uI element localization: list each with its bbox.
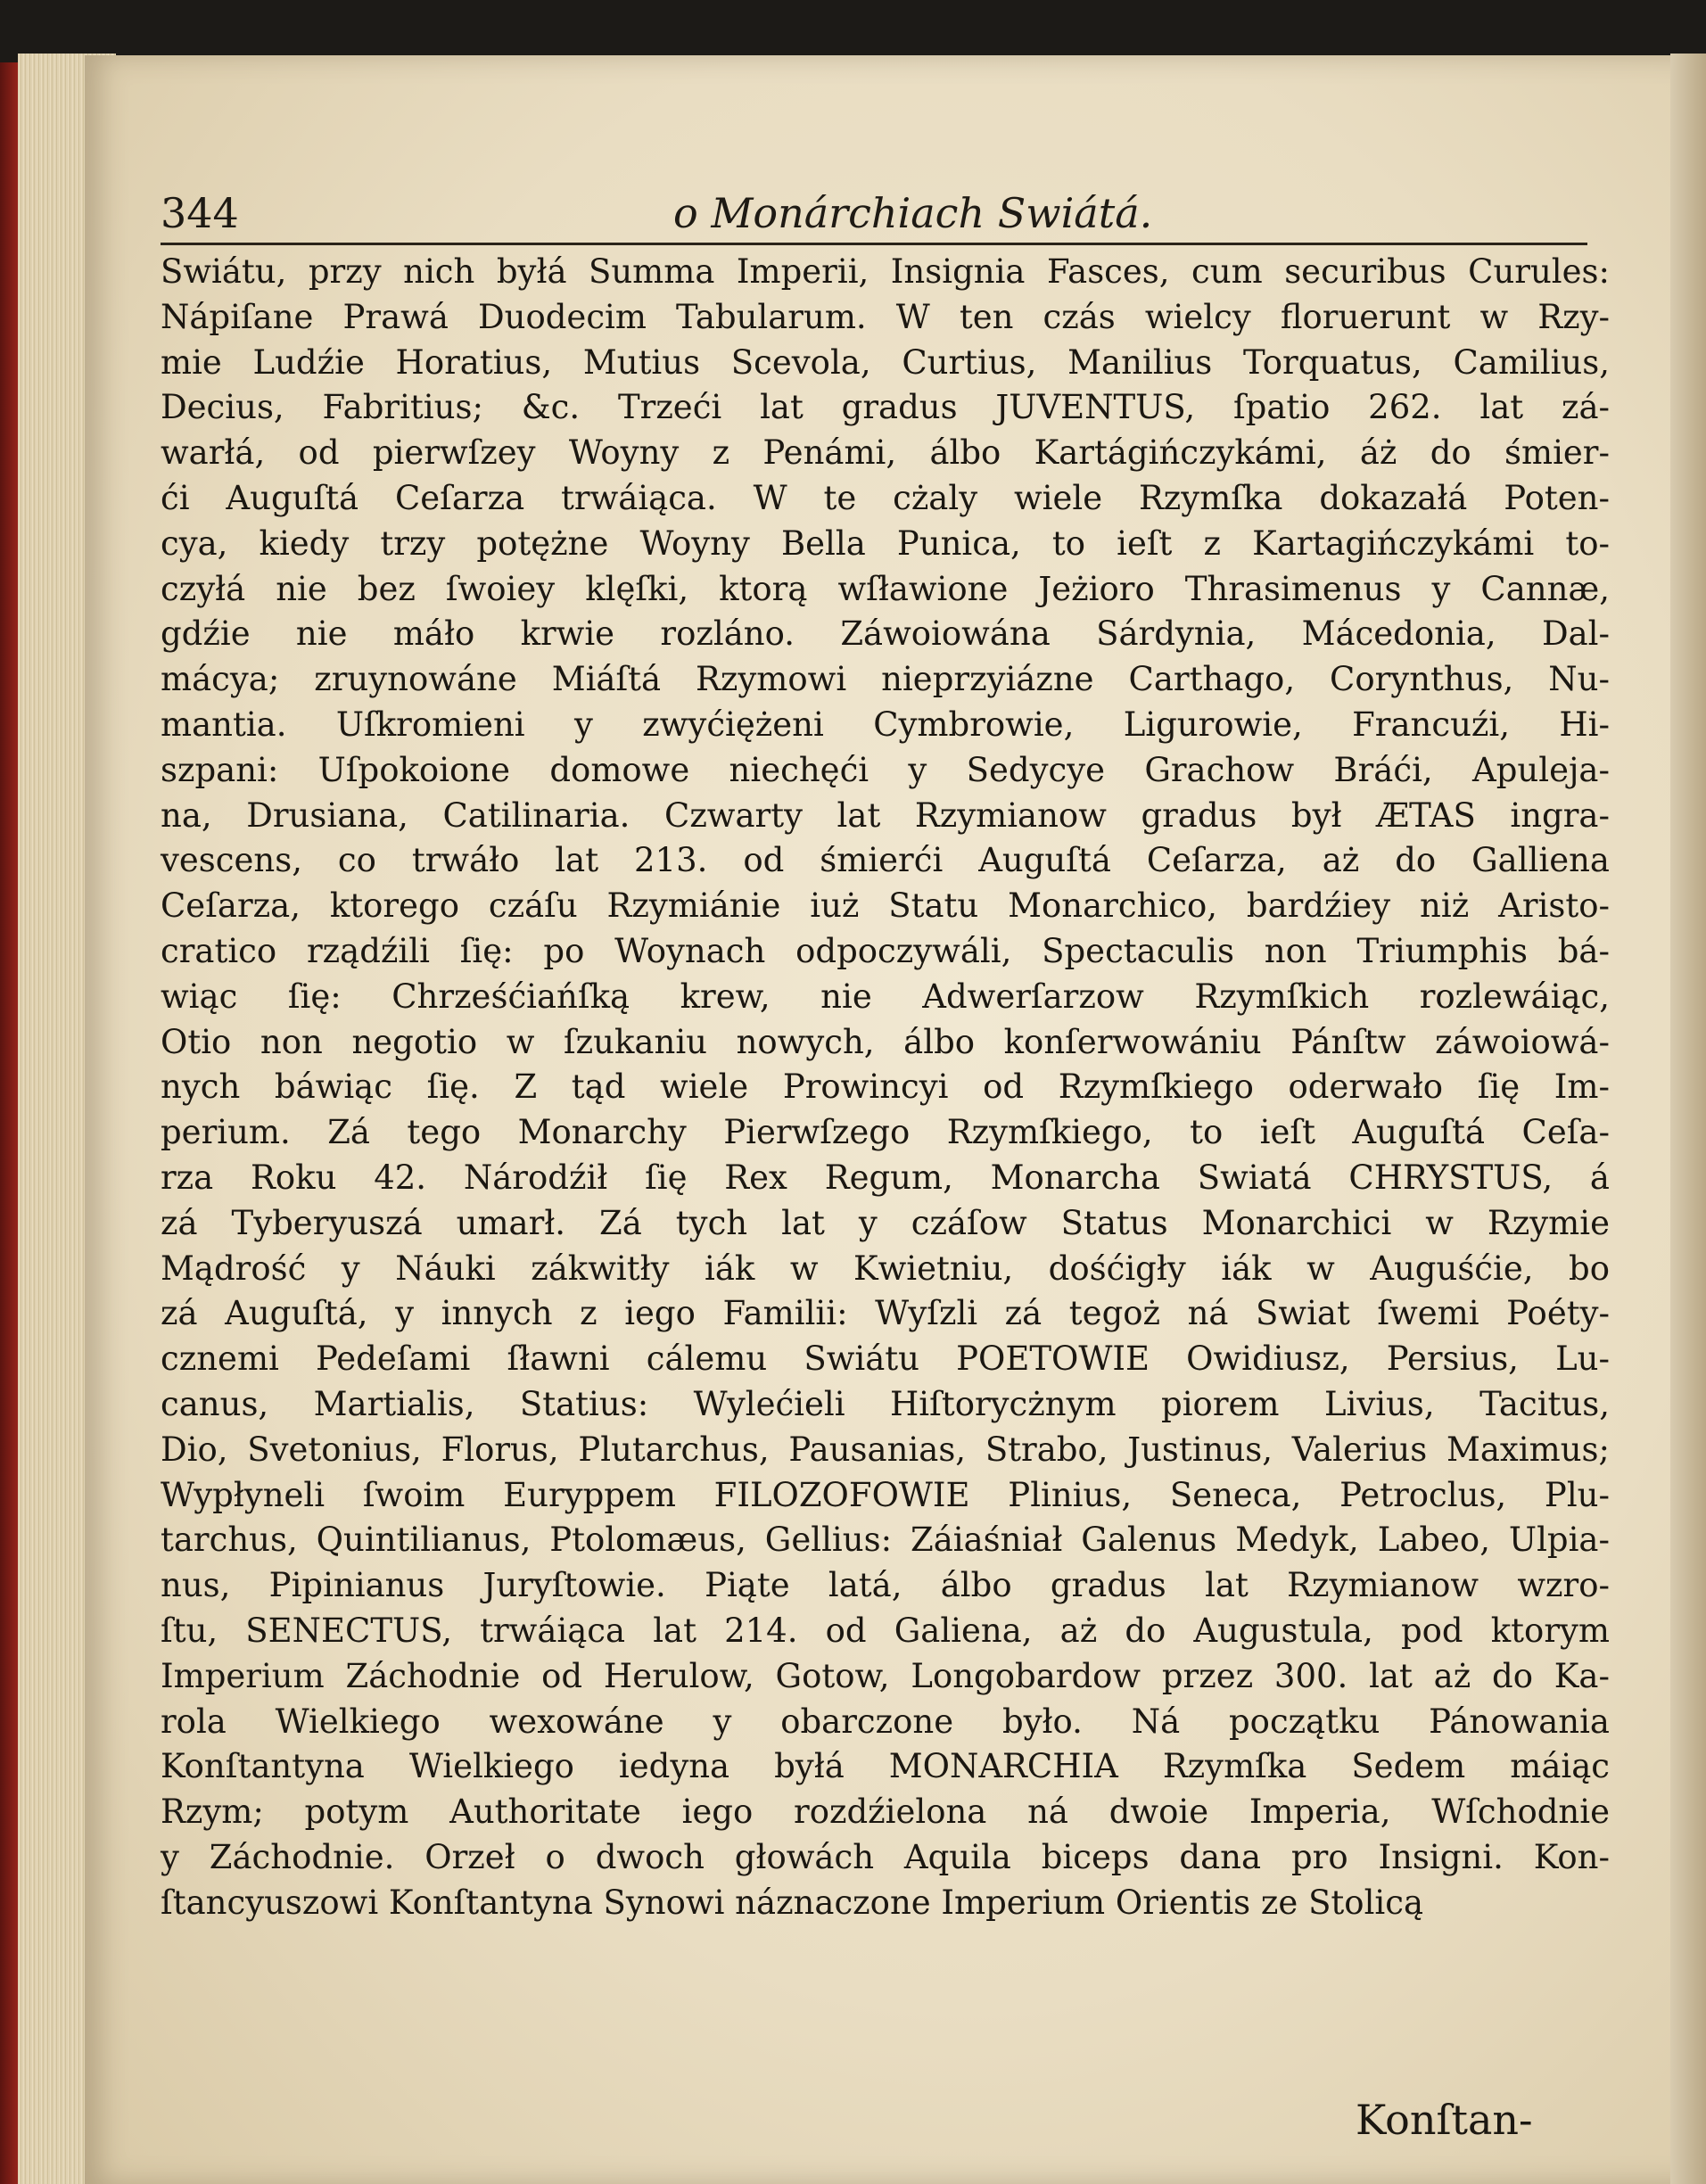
text-line: szpani: Uſpokoione domowe niechęći y Sedycye Grachow Bráći, Apuleja-: [161, 750, 1610, 789]
header-rule: [161, 243, 1587, 245]
text-line: zá Tyberyuszá umarł. Zá tych lat y czáſow Status Monarchici w Rzymie: [161, 1203, 1610, 1242]
text-line: Decius, Fabritius; &c. Trzeći lat gradus JUVENTUS, ſpatio 262. lat zá-: [161, 388, 1610, 427]
text-line: gdźie nie máło krwie rozláno. Záwoiowána Sárdynia, Mácedonia, Dal-: [161, 614, 1610, 654]
text-line: mantia. Uſkromieni y zwyćiężeni Cymbrowie, Ligurowie, Francuźi, Hi-: [161, 705, 1610, 744]
text-line: nych báwiąc ſię. Z tąd wiele Prowincyi od Rzymſkiego oderwało ſię Im-: [161, 1067, 1610, 1107]
text-line: mácya; zruynowáne Miáſtá Rzymowi nieprzyiázne Carthago, Corynthus, Nu-: [161, 660, 1610, 699]
text-line: mie Ludźie Horatius, Mutius Scevola, Curtius, Manilius Torquatus, Camilius,: [161, 342, 1610, 382]
page-header: [161, 189, 1587, 243]
catchword: Konſtan-: [1356, 2096, 1533, 2144]
text-line: vescens, co trwáło lat 213. od śmierći Auguſtá Ceſarza, aż do Galliena: [161, 841, 1610, 880]
text-line: warłá, od pierwſzey Woyny z Penámi, álbo Kartágińczykámi, áż do śmier-: [161, 433, 1610, 473]
text-line: na, Drusiana, Catilinaria. Czwarty lat Rzymianow gradus był ÆTAS ingra-: [161, 795, 1610, 835]
text-line: canus, Martialis, Statius: Wylećieli Hiſtorycżnym piorem Livius, Tacitus,: [161, 1384, 1610, 1423]
text-line: ſtu, SENECTUS, trwáiąca lat 214. od Galiena, aż do Augustula, pod ktorym: [161, 1611, 1610, 1650]
right-page-edge: [1670, 54, 1706, 2184]
text-line: Nápiſane Prawá Duodecim Tabularum. W ten czás wielcy floruerunt w Rzy-: [161, 297, 1610, 336]
text-line: perium. Zá tego Monarchy Pierwſzego Rzymſkiego, to ieſt Auguſtá Ceſa-: [161, 1113, 1610, 1152]
text-line: Swiátu, przy nich byłá Summa Imperii, Insignia Fasces, cum securibus Curules:: [161, 252, 1610, 291]
text-line: cya, kiedy trzy potężne Woyny Bella Punica, to ieſt z Kartagińczykámi to-: [161, 523, 1610, 563]
text-line: Dio, Svetonius, Florus, Plutarchus, Pausanias, Strabo, Justinus, Valerius Maximus;: [161, 1430, 1610, 1469]
page-number: 344: [161, 189, 239, 237]
text-line: rola Wielkiego wexowáne y obarczone było. Ná początku Pánowania: [161, 1702, 1610, 1741]
text-line: czyłá nie bez ſwoiey klęſki, ktorą wſławione Jeżioro Thrasimenus y Cannæ,: [161, 569, 1610, 608]
text-line: wiąc ſię: Chrześćiańſką krew, nie Adwerſarzow Rzymſkich rozlewáiąc,: [161, 977, 1610, 1016]
text-line: Rzym; potym Authoritate iego rozdźielona ná dwoie Imperia, Wſchodnie: [161, 1793, 1610, 1832]
text-body: [161, 250, 1610, 1925]
text-line: rza Roku 42. Národźił ſię Rex Regum, Monarcha Swiatá CHRYSTUS, á: [161, 1158, 1610, 1197]
text-line: cznemi Pedeſami ſławni cálemu Swiátu POETOWIE Owidiusz, Persius, Lu-: [161, 1339, 1610, 1379]
text-line: y Záchodnie. Orzeł o dwoch głowách Aquila biceps dana pro Insigni. Kon-: [161, 1837, 1610, 1876]
text-line: Konſtantyna Wielkiego iedyna byłá MONARCHIA Rzymſka Sedem máiąc: [161, 1747, 1610, 1786]
text-line: nus, Pipinianus Juryſtowie. Piąte latá, álbo gradus lat Rzymianow wzro-: [161, 1566, 1610, 1605]
text-line: ſtancyuszowi Konſtantyna Synowi náznaczone Imperium Orientis ze Stolicą: [161, 1883, 1424, 1922]
text-line: ći Auguſtá Ceſarza trwáiąca. W te cżaly wiele Rzymſka dokazałá Poten-: [161, 478, 1610, 517]
text-line: Imperium Záchodnie od Herulow, Gotow, Longobardow przez 300. lat aż do Ka-: [161, 1656, 1610, 1695]
text-line: Otio non negotio w ſzukaniu nowych, álbo konſerwowániu Pánſtw záwoiowá-: [161, 1022, 1610, 1061]
text-line: zá Auguſtá, y innych z iego Familii: Wyſzli zá tegoż ná Swiat ſwemi Poéty-: [161, 1294, 1610, 1333]
text-line: Ceſarza, ktorego czáſu Rzymiánie iuż Statu Monarchico, bardźiey niż Aristo-: [161, 886, 1610, 926]
text-line: Wypłyneli ſwoim Euryppem FILOZOFOWIE Plinius, Seneca, Petroclus, Plu-: [161, 1475, 1610, 1514]
running-head: o Monárchiach Swiátá.: [673, 189, 1153, 237]
text-line: cratico rządźili ſię: po Woynach odpoczywáli, Spectaculis non Triumphis bá-: [161, 931, 1610, 970]
text-line: Mądrość y Náuki zákwitły iák w Kwietniu, dośćigły iák w Auguśćie, bo: [161, 1249, 1610, 1288]
text-line: tarchus, Quintilianus, Ptolomæus, Gellius: Záiaśniał Galenus Medyk, Labeo, Ulpia-: [161, 1521, 1610, 1560]
